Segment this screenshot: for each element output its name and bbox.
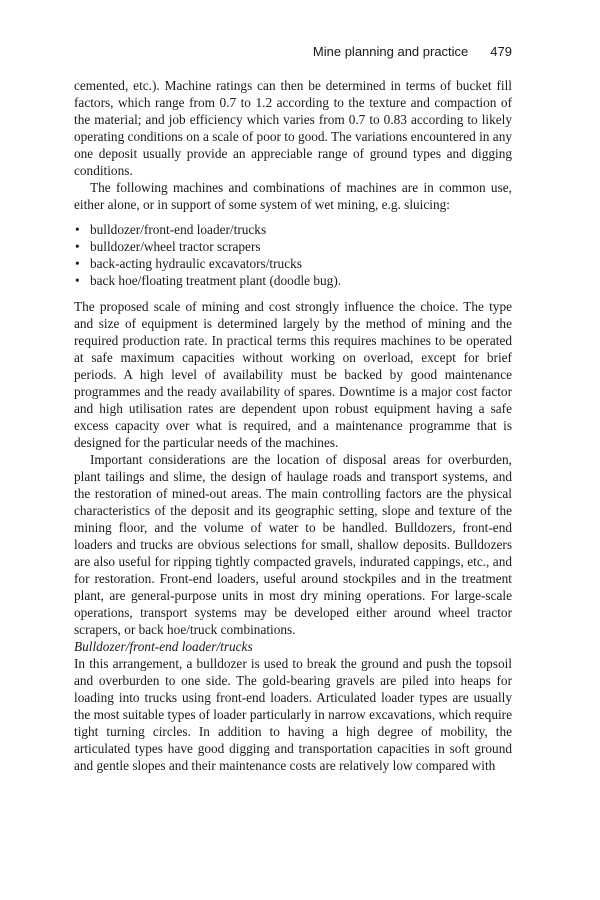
list-item <box>74 221 512 238</box>
list-item-text: bulldozer/wheel tractor scrapers <box>90 239 261 254</box>
list-item <box>74 272 512 289</box>
chapter-title: Mine planning and practice <box>312 44 469 59</box>
list-item-text: back hoe/floating treatment plant (doodle bug). <box>90 273 342 288</box>
bullet-icon: • <box>75 256 80 271</box>
list-item <box>74 238 512 255</box>
paragraph: In this arrangement, a bulldozer is used to break the ground and push the topsoil and overburden to one side. The gold-bearing gravels are piled into heaps for loading into trucks using front-end loaders. Articulated loader types are usually the most suitable types of loader particularly in narrow excavations, which require tight turning circles. In addition to having a high degree of mobility, the articulated types have good digging and transportation capacities in soft ground and gentle slopes and their maintenance costs are relatively low compared with <box>74 656 512 773</box>
bullet-icon: • <box>75 222 80 237</box>
paragraph: The proposed scale of mining and cost strongly influence the choice. The type and size of equipment is determined largely by the method of mining and the required production rate. In practical terms this requires machines to be operated at safe maximum capacities without working on overload, except for brief periods. A high level of availability must be backed by good maintenance programmes and the ready availability of spares. Downtime is a major cost factor and high utilisation rates are dependent upon robust equipment having a safe excess capacity over what is required, and a maintenance programme that is designed for the particular needs of the machines. <box>74 299 512 450</box>
bullet-icon: • <box>75 273 80 288</box>
paragraph: The following machines and combinations of machines are in common use, either alone, or in support of some system of wet mining, e.g. sluicing: <box>74 180 512 212</box>
paragraph: Important considerations are the location of disposal areas for overburden, plant tailings and slime, the design of haulage roads and transport systems, and the restoration of mined-out areas. The main controlling factors are the physical characteristics of the deposit and its geographic setting, slope and texture of the mining floor, and the volume of water to be handled. Bulldozers, front-end loaders and trucks are obvious selections for small, shallow deposits. Bulldozers are also useful for ripping tightly compacted gravels, indurated cappings, etc., and for restoration. Front-end loaders, useful around stockpiles and in the treatment plant, are general-purpose units in most dry mining operations. For large-scale operations, transport systems may be developed either around wheel tractor scrapers, or back hoe/truck combinations. <box>74 452 512 637</box>
list-item-text: back-acting hydraulic excavators/trucks <box>90 256 302 271</box>
body-text <box>74 77 512 774</box>
list-item-text: bulldozer/front-end loader/trucks <box>90 222 267 237</box>
bullet-icon: • <box>75 239 80 254</box>
section-subheading: Bulldozer/front-end loader/trucks <box>74 639 253 654</box>
bullet-list <box>74 221 512 289</box>
paragraph: cemented, etc.). Machine ratings can then be determined in terms of bucket fill factors, which range from 0.7 to 1.2 according to the texture and compaction of the material; and job efficiency which varies from 0.7 to 0.83 according to likely operating conditions on a scale of poor to good. The variations encountered in any one deposit usually provide an appreciable range of ground types and digging conditions. <box>74 78 512 178</box>
running-header <box>74 44 512 59</box>
page-number: 479 <box>490 44 512 59</box>
list-item <box>74 255 512 272</box>
